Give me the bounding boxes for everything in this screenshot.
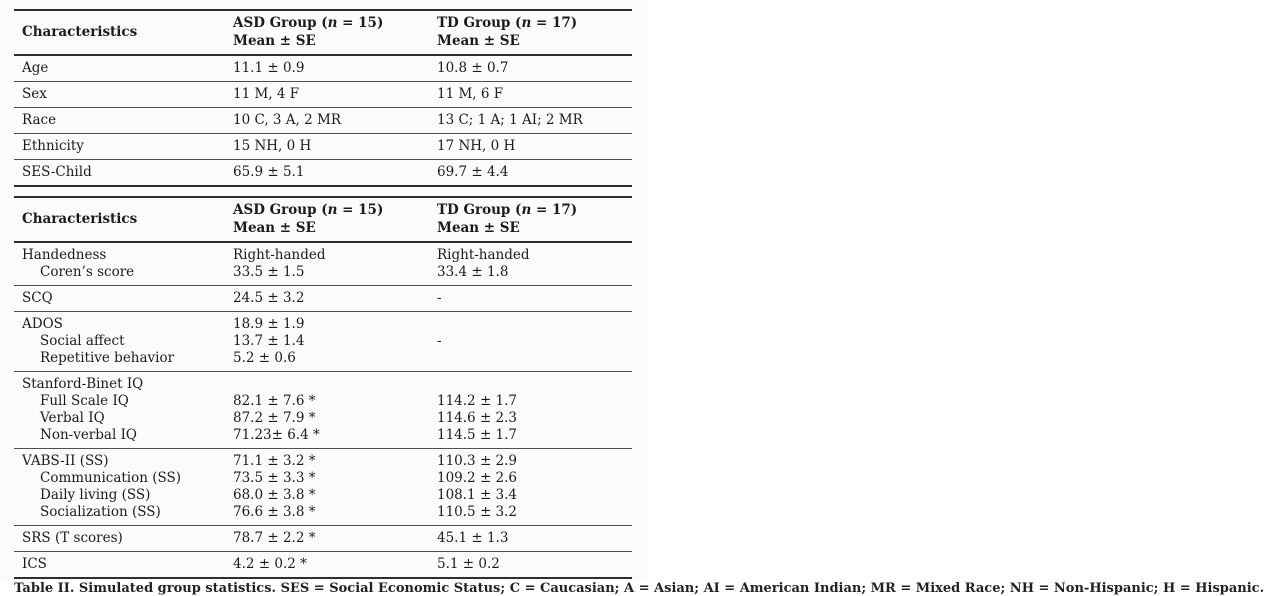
table-section: [14, 134, 632, 160]
table-section: [14, 243, 632, 286]
table-row: [14, 247, 632, 264]
td-value: 10.8 ± 0.7: [437, 60, 509, 76]
row-label: ICS: [22, 556, 47, 572]
row-label: SES-Child: [22, 164, 92, 180]
asd-value: 4.2 ± 0.2 *: [233, 556, 307, 572]
table-row: [14, 264, 632, 281]
table-section: [14, 82, 632, 108]
row-label: Sex: [22, 86, 47, 102]
td-value: 109.2 ± 2.6: [437, 470, 518, 486]
td-value: 108.1 ± 3.4: [437, 487, 518, 503]
asd-value: 13.7 ± 1.4: [233, 333, 305, 349]
td-group-column-header: [437, 202, 632, 237]
asd-value: 11.1 ± 0.9: [233, 60, 305, 76]
asd-value: 82.1 ± 7.6 *: [233, 393, 316, 409]
row-label: Verbal IQ: [40, 410, 105, 426]
td-value: 114.2 ± 1.7: [437, 393, 518, 409]
asd-value: 87.2 ± 7.9 *: [233, 410, 316, 426]
table-section: [14, 312, 632, 372]
asd-value: 15 NH, 0 H: [233, 138, 312, 154]
demographics-table-body: [14, 56, 632, 185]
row-label: Handedness: [22, 247, 107, 263]
asd-group-column-header: [233, 15, 437, 50]
asd-value: 71.23± 6.4 *: [233, 427, 320, 443]
table-section: [14, 449, 632, 526]
td-group-column-header: [437, 15, 632, 50]
asd-value: 18.9 ± 1.9: [233, 316, 305, 332]
td-value: [437, 316, 632, 333]
table-row: [14, 427, 632, 444]
td-value: Right-handed: [437, 247, 530, 263]
row-label: Race: [22, 112, 57, 128]
table-row: [14, 164, 632, 181]
table-row: [14, 350, 632, 367]
asd-value: 73.5 ± 3.3 *: [233, 470, 316, 486]
td-value: 13 C; 1 A; 1 AI; 2 MR: [437, 112, 583, 128]
table-row: [14, 487, 632, 504]
table-row: [14, 530, 632, 547]
row-label: Non-verbal IQ: [40, 427, 137, 443]
row-label: Stanford-Binet IQ: [22, 376, 144, 392]
table-section: [14, 56, 632, 82]
demographics-table: [14, 9, 632, 187]
td-value: 110.3 ± 2.9: [437, 453, 518, 469]
asd-value: 76.6 ± 3.8 *: [233, 504, 316, 520]
row-label: SRS (T scores): [22, 530, 123, 546]
table-row: [14, 393, 632, 410]
table-row: [14, 138, 632, 155]
demographics-table-header: [14, 11, 632, 56]
row-label: Socialization (SS): [40, 504, 161, 520]
asd-value: [233, 376, 437, 393]
table-row: [14, 60, 632, 77]
row-label: Age: [22, 60, 49, 76]
table-row: [14, 316, 632, 333]
row-label: Full Scale IQ: [40, 393, 129, 409]
asd-value: 5.2 ± 0.6: [233, 350, 296, 366]
asd-value: Right-handed: [233, 247, 326, 263]
asd-group-subtitle: Mean ± SE: [233, 32, 316, 49]
td-value: [437, 350, 632, 367]
td-value: 110.5 ± 3.2: [437, 504, 518, 520]
asd-value: 78.7 ± 2.2 *: [233, 530, 316, 546]
table-section: [14, 372, 632, 449]
table-section: [14, 286, 632, 312]
td-value: 17 NH, 0 H: [437, 138, 516, 154]
row-label: VABS-II (SS): [22, 453, 109, 469]
table-row: [14, 504, 632, 521]
td-group-title: TD Group (n = 17): [437, 15, 578, 31]
td-group-subtitle: Mean ± SE: [437, 32, 520, 49]
td-value: 114.5 ± 1.7: [437, 427, 518, 443]
td-group-subtitle: Mean ± SE: [437, 219, 520, 236]
row-label: SCQ: [22, 290, 53, 306]
row-label: Communication (SS): [40, 470, 182, 486]
td-value: -: [437, 290, 442, 306]
clinical-table: [14, 196, 632, 579]
asd-value: 11 M, 4 F: [233, 86, 300, 102]
td-value: 69.7 ± 4.4: [437, 164, 509, 180]
asd-value: 65.9 ± 5.1: [233, 164, 305, 180]
td-value: [437, 376, 632, 393]
clinical-table-header: [14, 198, 632, 243]
asd-value: 71.1 ± 3.2 *: [233, 453, 316, 469]
asd-group-subtitle: Mean ± SE: [233, 219, 316, 236]
table-section: [14, 160, 632, 185]
asd-group-column-header: [233, 202, 437, 237]
table-section: [14, 526, 632, 552]
asd-value: 33.5 ± 1.5: [233, 264, 305, 280]
row-label: Coren’s score: [40, 264, 135, 280]
table-row: [14, 453, 632, 470]
characteristics-column-header: Characteristics: [22, 23, 138, 40]
td-value: 11 M, 6 F: [437, 86, 504, 102]
td-value: -: [437, 333, 442, 349]
asd-value: 68.0 ± 3.8 *: [233, 487, 316, 503]
table-row: [14, 470, 632, 487]
td-value: 33.4 ± 1.8: [437, 264, 509, 280]
table-row: [14, 556, 632, 573]
table-row: [14, 333, 632, 350]
table-section: [14, 108, 632, 134]
table-row: [14, 290, 632, 307]
table-row: [14, 410, 632, 427]
asd-group-title: ASD Group (n = 15): [233, 202, 384, 218]
asd-value: 24.5 ± 3.2: [233, 290, 305, 306]
td-value: 5.1 ± 0.2: [437, 556, 500, 572]
td-value: 114.6 ± 2.3: [437, 410, 518, 426]
asd-value: 10 C, 3 A, 2 MR: [233, 112, 341, 128]
table-row: [14, 86, 632, 103]
clinical-table-body: [14, 243, 632, 577]
td-group-title: TD Group (n = 17): [437, 202, 578, 218]
td-value: 45.1 ± 1.3: [437, 530, 509, 546]
table-section: [14, 552, 632, 577]
row-label: Daily living (SS): [40, 487, 151, 503]
row-label: Social affect: [40, 333, 125, 349]
characteristics-column-header: Characteristics: [22, 210, 138, 227]
table-row: [14, 376, 632, 393]
row-label: ADOS: [22, 316, 63, 332]
footnote-clipped: Table II. Simulated group statistics. SES = Social Economic Status; C = Caucasian; A = Asian; AI = American Indian; MR = Mixed Race; NH = Non-Hispanic; H = Hispanic.: [14, 581, 1264, 596]
table-row: [14, 112, 632, 129]
row-label: Repetitive behavior: [40, 350, 175, 366]
row-label: Ethnicity: [22, 138, 84, 154]
asd-group-title: ASD Group (n = 15): [233, 15, 384, 31]
